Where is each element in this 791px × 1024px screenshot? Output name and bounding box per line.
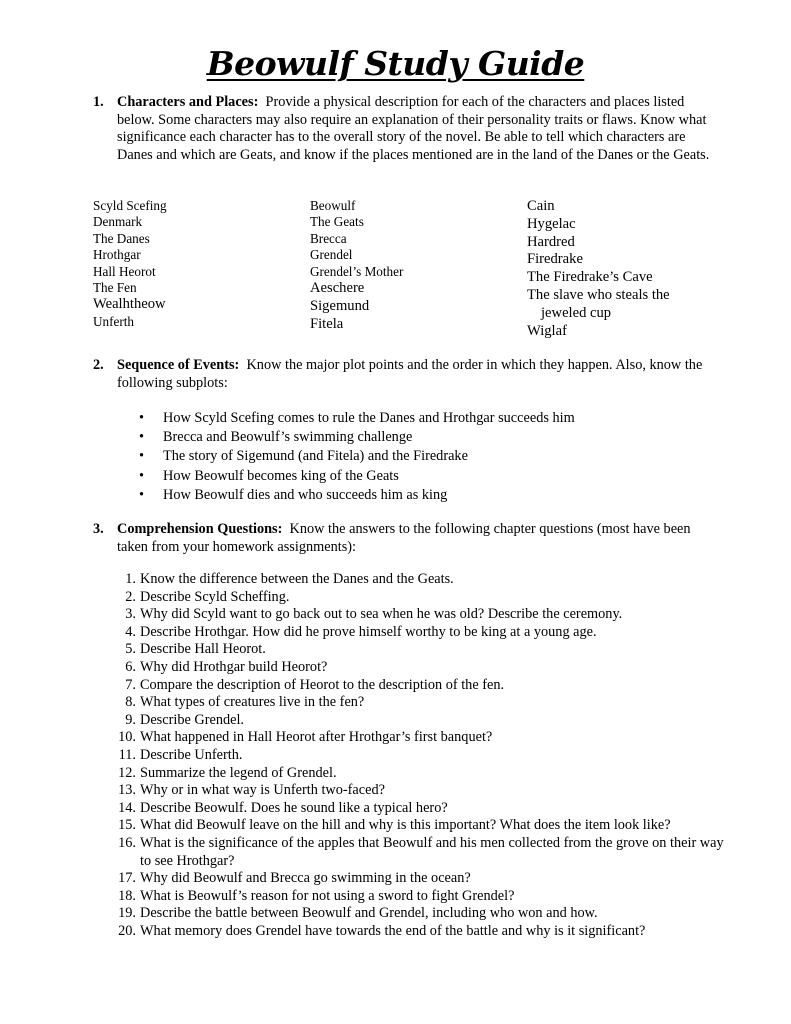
list-item: The slave who steals the: [527, 286, 670, 303]
list-item: [112, 589, 732, 607]
list-item: Sigemund: [310, 297, 370, 314]
list-item: Hygelac: [527, 215, 576, 232]
question-text: Know the difference between the Danes and the Geats.: [140, 571, 454, 587]
question-text: Why did Beowulf and Brecca go swimming in the ocean?: [140, 870, 471, 887]
section-heading: Sequence of Events:: [117, 357, 240, 373]
list-item: [112, 870, 732, 888]
list-item: [112, 817, 732, 835]
question-number: 20.: [118, 922, 136, 939]
list-item: [112, 835, 732, 870]
section-text: Know the answers to the following chapter questions (most have been taken from your homework assignments):: [117, 521, 691, 555]
list-item: Hardred: [527, 233, 575, 250]
section-body: [117, 521, 713, 556]
list-item: • How Beowulf dies and who succeeds him as king: [139, 486, 699, 505]
question-number: 2.: [125, 588, 136, 605]
section-number: 2.: [93, 357, 104, 373]
section-body: [117, 357, 713, 392]
question-number: 17.: [118, 870, 136, 887]
column-2: [310, 198, 403, 333]
list-item: • How Scyld Scefing comes to rule the Danes and Hrothgar succeeds him: [139, 409, 699, 428]
question-number: 7.: [125, 676, 136, 693]
section-comprehension: [93, 521, 713, 556]
list-item: Grendel: [310, 247, 353, 263]
section-text: Provide a physical description for each of the characters and places listed below. Some characters may also require an explanation of their personality traits or flaws. Know what significance each character has to the overall story of the novel. Be able to tell which characters are Danes and which are Geats, and know if the places mentioned are in the land of the Danes or the Geats.: [117, 94, 710, 163]
section-heading: Characters and Places:: [117, 94, 259, 110]
question-number: 6.: [125, 658, 136, 675]
list-item: Cain: [527, 198, 555, 214]
question-text: Describe Grendel.: [140, 711, 245, 728]
question-number: 3.: [125, 606, 136, 623]
list-item: [112, 606, 732, 624]
page-title: [0, 44, 791, 83]
question-text: Why did Hrothgar build Heorot?: [140, 658, 328, 675]
question-text: Compare the description of Heorot to the description of the fen.: [140, 676, 505, 693]
question-text: Summarize the legend of Grendel.: [140, 764, 337, 781]
list-item: The Geats: [310, 214, 364, 230]
list-item: • Brecca and Beowulf’s swimming challenge: [139, 428, 699, 447]
list-item: [112, 641, 732, 659]
list-item: Grendel’s Mother: [310, 263, 404, 279]
question-text: Describe Hall Heorot.: [140, 641, 266, 658]
question-text: Describe Unferth.: [140, 746, 243, 763]
question-list: [112, 571, 732, 940]
section-heading: Comprehension Questions:: [117, 521, 283, 537]
question-number: 16.: [118, 834, 136, 851]
list-item: Unferth: [93, 314, 135, 330]
section-number: 1.: [93, 94, 104, 110]
list-item: • How Beowulf becomes king of the Geats: [139, 467, 699, 486]
list-item: Wiglaf: [527, 322, 567, 339]
question-number: 1.: [125, 571, 136, 587]
list-item: [112, 888, 732, 906]
question-number: 5.: [125, 641, 136, 658]
list-item: The Firedrake’s Cave: [527, 269, 653, 286]
list-item: [112, 571, 732, 589]
question-number: 19.: [118, 905, 136, 922]
section-sequence-events: [93, 357, 713, 392]
question-text: What did Beowulf leave on the hill and why is this important? What does the item look like?: [140, 817, 671, 834]
question-text: Describe Scyld Scheffing.: [140, 588, 290, 605]
column-3: [527, 198, 670, 340]
list-item: Beowulf: [310, 198, 356, 213]
question-number: 12.: [118, 764, 136, 781]
list-item: [112, 659, 732, 677]
list-item: [112, 677, 732, 695]
section-body: [117, 94, 713, 164]
question-number: 15.: [118, 817, 136, 834]
question-text: Describe the battle between Beowulf and Grendel, including who won and how.: [140, 905, 598, 922]
question-text: What memory does Grendel have towards the end of the battle and why is it significant?: [140, 922, 646, 939]
list-item: [112, 923, 732, 941]
section-number: 3.: [93, 521, 104, 537]
list-item: [112, 782, 732, 800]
question-number: 18.: [118, 887, 136, 904]
question-text: Describe Hrothgar. How did he prove himself worthy to be king at a young age.: [140, 623, 597, 640]
list-item: jeweled cup: [541, 304, 612, 321]
list-item: [112, 905, 732, 923]
question-text: What is Beowulf’s reason for not using a sword to fight Grendel?: [140, 887, 515, 904]
question-text: Describe Beowulf. Does he sound like a typical hero?: [140, 799, 448, 816]
question-number: 8.: [125, 694, 136, 711]
question-number: 4.: [125, 623, 136, 640]
list-item: [112, 747, 732, 765]
list-item: • The story of Sigemund (and Fitela) and the Firedrake: [139, 447, 699, 466]
question-number: 13.: [118, 782, 136, 799]
list-item: Firedrake: [527, 251, 583, 268]
question-number: 14.: [118, 799, 136, 816]
question-text: What happened in Hall Heorot after Hrothgar’s first banquet?: [140, 729, 493, 746]
column-1: [93, 198, 167, 331]
list-item: Fitela: [310, 315, 344, 332]
list-item: [112, 800, 732, 818]
list-item: Denmark: [93, 214, 143, 230]
page-title-text: Beowulf Study Guide: [206, 44, 585, 83]
list-item: [112, 712, 732, 730]
list-item: Hrothgar: [93, 247, 141, 263]
list-item: The Danes: [93, 230, 150, 246]
question-text: What types of creatures live in the fen?: [140, 694, 365, 711]
question-number: 10.: [118, 729, 136, 746]
question-number: 11.: [118, 746, 136, 763]
list-item: [112, 765, 732, 783]
list-item: Scyld Scefing: [93, 198, 167, 213]
list-item: Wealhtheow: [93, 296, 166, 313]
section-characters-places: [93, 94, 713, 164]
list-item: [112, 729, 732, 747]
list-item: [112, 624, 732, 642]
question-text: Why or in what way is Unferth two-faced?: [140, 782, 385, 799]
section-text: Know the major plot points and the order in which they happen. Also, know the following subplots:: [117, 357, 703, 391]
list-item: [112, 694, 732, 712]
subplot-list: [139, 409, 699, 505]
question-text: Why did Scyld want to go back out to sea when he was old? Describe the ceremony.: [140, 606, 623, 623]
list-item: The Fen: [93, 280, 137, 296]
question-text: What is the significance of the apples that Beowulf and his men collected from the grove on their way to see Hrothgar?: [140, 834, 724, 869]
list-item: Aeschere: [310, 280, 365, 297]
question-number: 9.: [125, 711, 136, 728]
character-columns: [93, 198, 733, 338]
list-item: Brecca: [310, 230, 347, 246]
list-item: Hall Heorot: [93, 263, 156, 279]
